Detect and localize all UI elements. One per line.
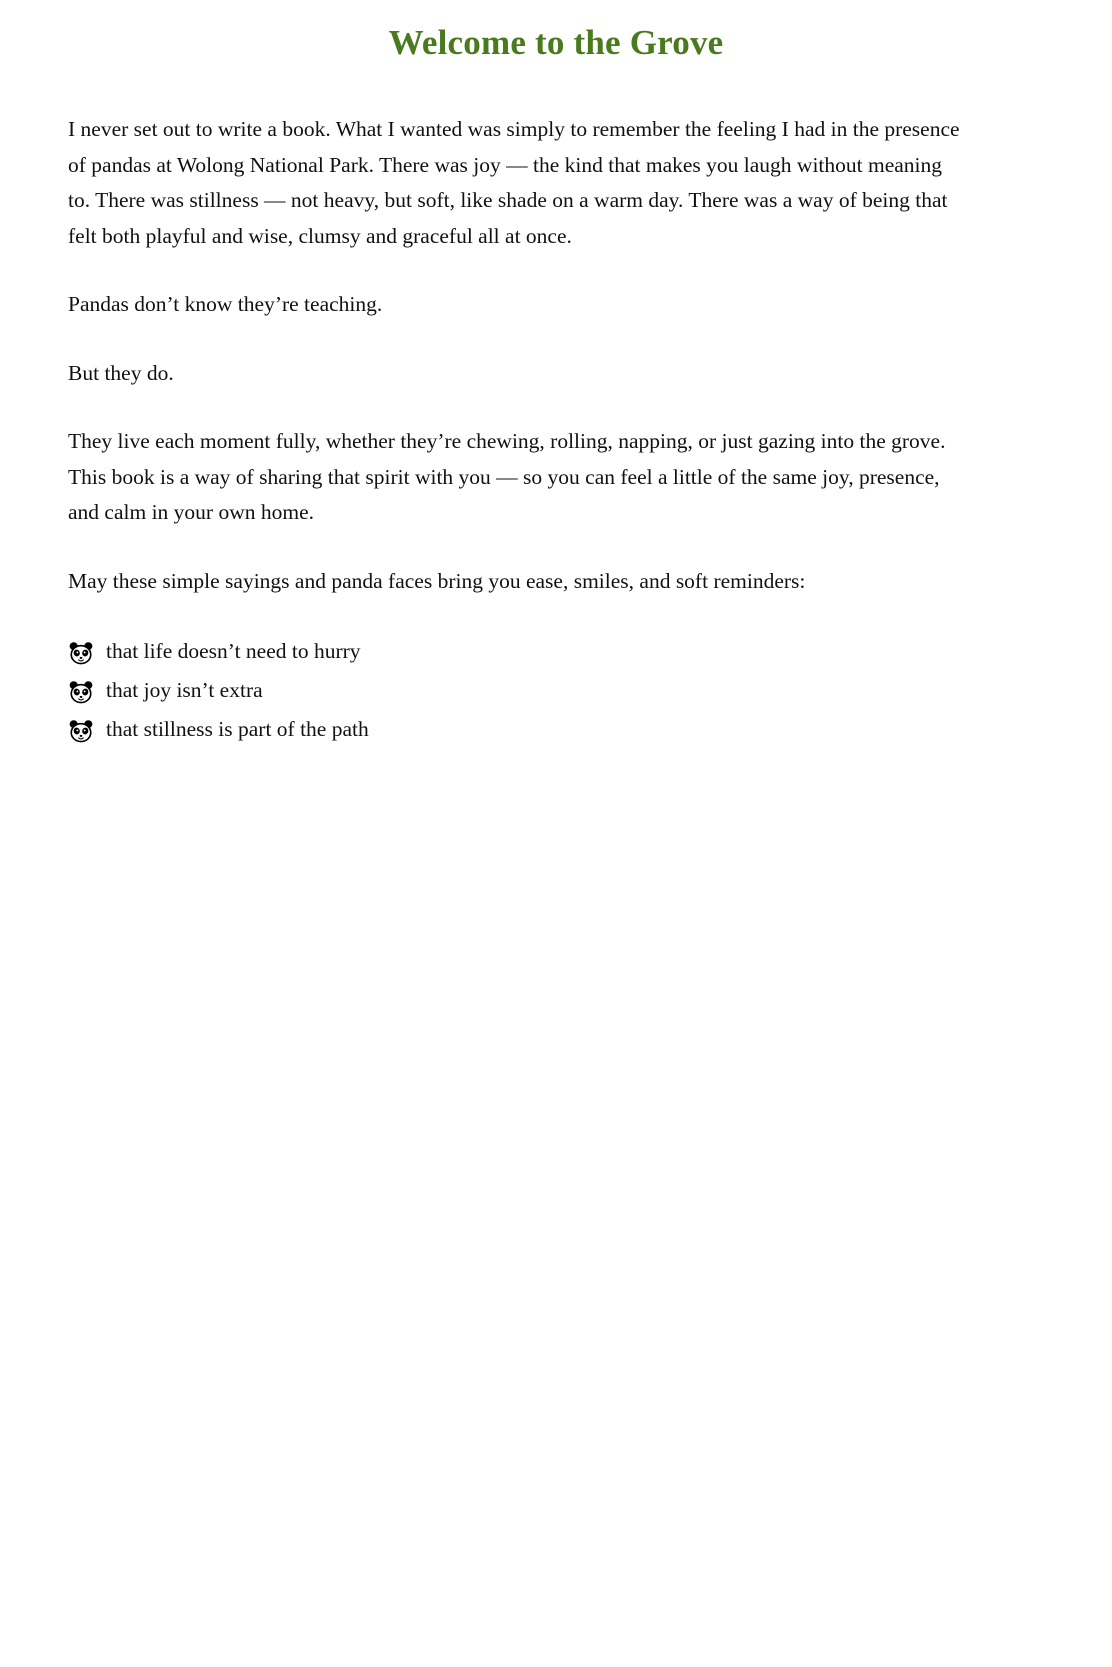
list-item-label: that life doesn’t need to hurry <box>106 639 361 663</box>
document-body <box>0 112 1112 749</box>
paragraph-but-they-do: But they do. <box>68 360 174 385</box>
panda-face-icon <box>68 640 94 666</box>
list-item <box>68 710 968 749</box>
list-item-label: that joy isn’t extra <box>106 678 263 702</box>
paragraph-teaching: Pandas don’t know they’re teaching. <box>68 292 383 316</box>
paragraph-live-each-moment: They live each moment fully, whether they’re chewing, rolling, napping, or just gazing into the grove. This book is a way of sharing that spirit with you — so you can feel a little of the same joy, presence, and calm in your own home. <box>68 429 946 524</box>
page-title: Welcome to the Grove <box>388 23 724 62</box>
panda-face-icon <box>68 718 94 744</box>
panda-face-icon <box>68 679 94 705</box>
paragraph-intro: I never set out to write a book. What I wanted was simply to remember the feeling I had in the presence of pandas at Wolong National Park. There was joy — the kind that makes you laugh without meaning to. There was stillness — not heavy, but soft, like shade on a warm day. There was a way of being that felt both playful and wise, clumsy and graceful all at once. <box>68 117 960 248</box>
list-item <box>68 632 968 671</box>
reminder-list <box>68 632 968 749</box>
paragraph-reminders-intro: May these simple sayings and panda faces bring you ease, smiles, and soft reminders: <box>68 568 806 593</box>
list-item <box>68 671 968 710</box>
list-item-label: that stillness is part of the path <box>106 717 369 741</box>
